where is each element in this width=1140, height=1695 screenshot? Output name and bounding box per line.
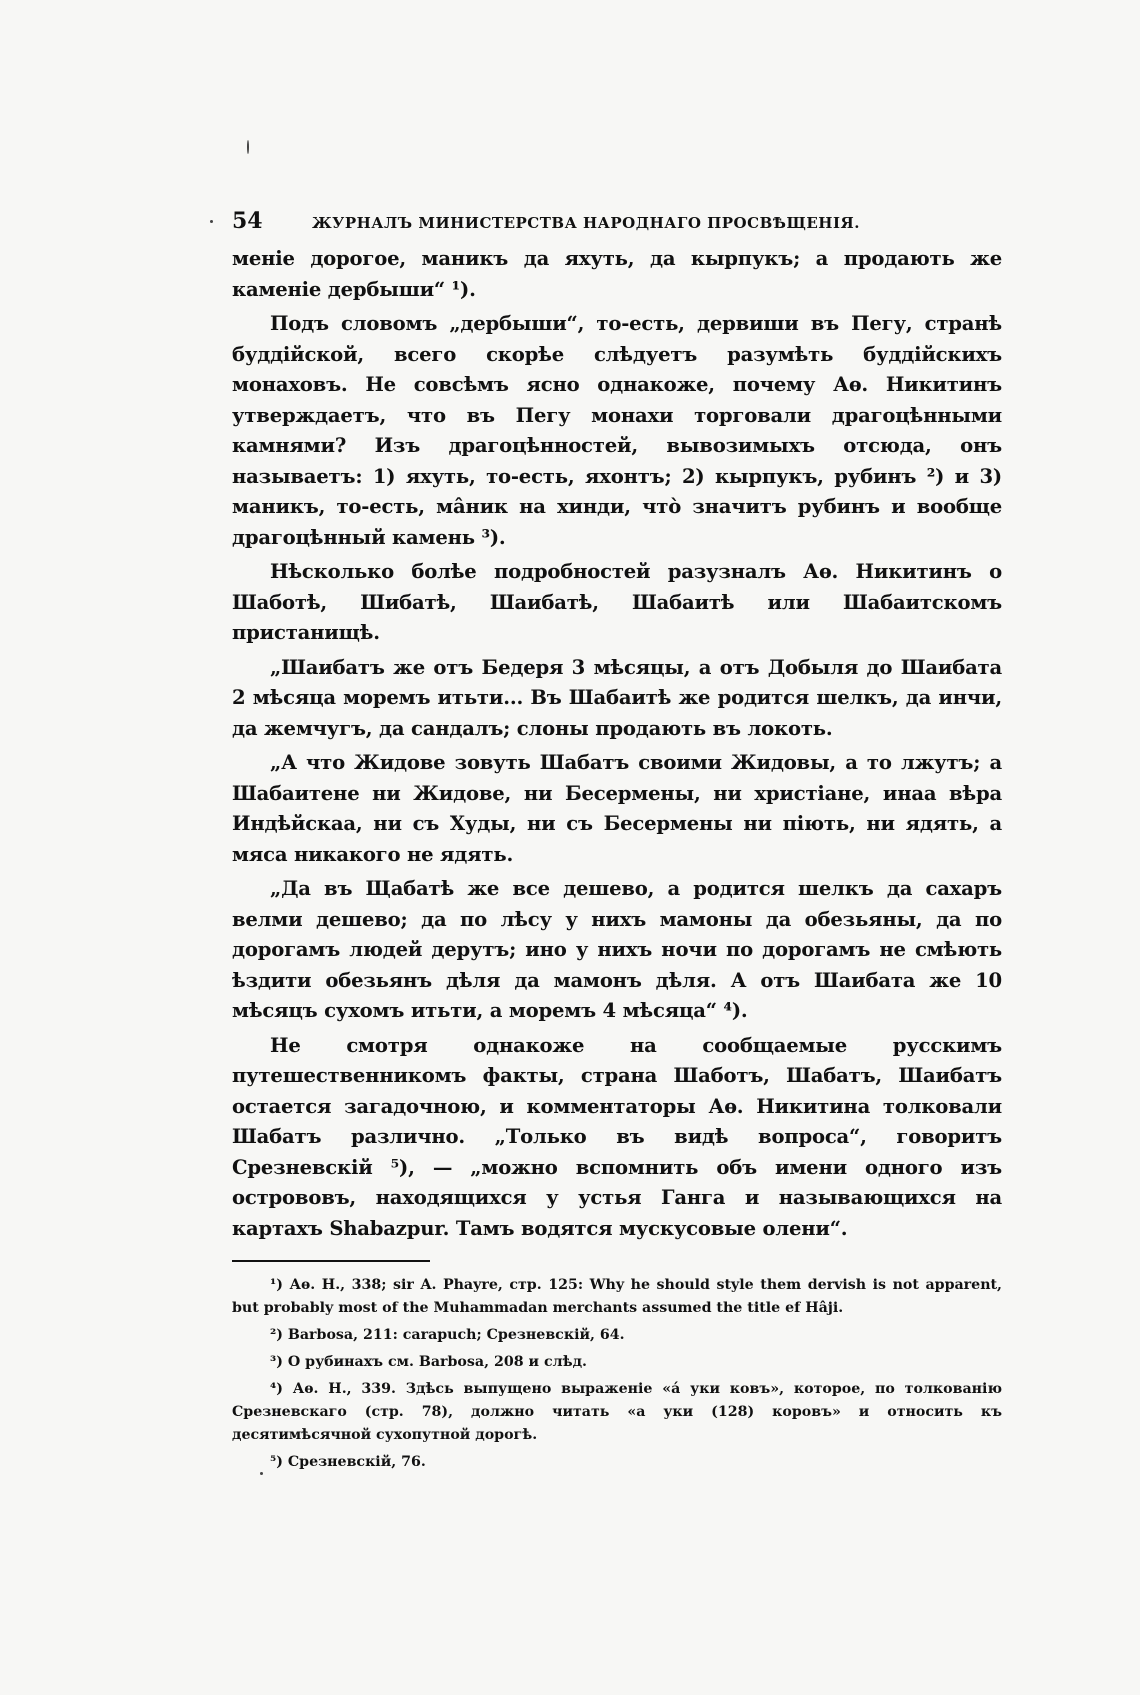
quotation-paragraph: „Да въ Щабатѣ же все дешево, а родится шелкъ да сахаръ велми дешево; да по лѣсу у нихъ мамоны да обезьяны, да по дорогамъ людей дерутъ; ино у нихъ ночи по дорогамъ не смѣють ѣздити обезьянъ дѣля да мамонъ дѣля. А отъ Шаибата же 10 мѣсяцъ сухомъ итьти, а моремъ 4 мѣсяца“ ⁴). (232, 877, 1002, 1022)
paragraph: Подъ словомъ „дербыши“, то-есть, дервиши въ Пегу, странѣ буддійской, всего скорѣе слѣдуетъ разумѣть буддійскихъ монаховъ. Не совсѣмъ ясно однакоже, почему Аѳ. Никитинъ утверждаетъ, что въ Пегу монахи торговали драгоцѣнными камнями? Изъ драгоцѣнностей, вывозимыхъ отсюда, онъ называетъ: 1) яхуть, то-есть, яхонтъ; 2) кырпукъ, рубинъ ²) и 3) маникъ, то-есть, мâник на хинди, что̀ значитъ рубинъ и вообще драгоцѣнный камень ³). (232, 312, 1002, 549)
footnote: ³) О рубинахъ см. Barbosa, 208 и слѣд. (270, 1354, 587, 1370)
scan-speck (247, 140, 249, 154)
footnote: ⁴) Аѳ. Н., 339. Здѣсь выпущено выраженіе «á уки ковъ», которое, по толкованію Срезневскаго (стр. 78), должно читать «а уки (128) коровъ» и относить къ десятимѣсячной сухопутной дорогѣ. (232, 1381, 1002, 1443)
quotation-paragraph: „А что Жидове зовуть Шабатъ своими Жидовы, а то лжутъ; а Шабаитене ни Жидове, ни Бесермены, ни христіане, инаа вѣра Индѣйскаа, ни съ Худы, ни съ Бесермены ни піють, ни ядять, а мяса никакого не ядять. (232, 751, 1002, 866)
running-title: ЖУРНАЛЪ МИНИСТЕРСТВА НАРОДНАГО ПРОСВѢЩЕНІЯ. (312, 214, 860, 232)
footnote: ⁵) Срезневскій, 76. (270, 1454, 426, 1470)
page-header (232, 208, 1002, 244)
footnote-divider (232, 1260, 430, 1262)
footnote: ¹) Аѳ. Н., 338; sir A. Phayre, стр. 125: Why he should style them dervish is not apparent, but probably most of the Muhammadan merchants assumed the title ef Hâji. (232, 1277, 1002, 1316)
scan-speck (210, 220, 213, 223)
body-text (232, 244, 1002, 1244)
paragraph: Не смотря однакоже на сообщаемые русскимъ путешественникомъ факты, страна Шаботъ, Шабатъ, Шаибатъ остается загадочною, и комментаторы Аѳ. Никитина толковали Шабатъ различно. „Только въ видѣ вопроса“, говоритъ Срезневскій ⁵), — „можно вспомнить объ имени одного изъ острововъ, находящихся у устья Ганга и называющихся на картахъ Shabazpur. Тамъ водятся мускусовые олени“. (232, 1033, 1002, 1240)
paragraph: Нѣсколько болѣе подробностей разузналъ Аѳ. Никитинъ о Шаботѣ, Шибатѣ, Шаибатѣ, Шабаитѣ или Шабаитскомъ пристанищѣ. (232, 560, 1002, 644)
document-page (232, 208, 1002, 1474)
paragraph: меніе дорогое, маникъ да яхуть, да кырпукъ; а продають же каменіе дербыши“ ¹). (232, 247, 1002, 301)
page-number: 54 (232, 208, 263, 234)
footnotes (232, 1274, 1002, 1474)
footnote: ²) Barbosa, 211: carapuch; Срезневскій, 64. (270, 1327, 625, 1343)
quotation-paragraph: „Шаибатъ же отъ Бедеря 3 мѣсяцы, а отъ Добыля до Шаибата 2 мѣсяца моремъ итьти... Въ Шабаитѣ же родится шелкъ, да инчи, да жемчугъ, да сандалъ; слоны продають въ локоть. (232, 655, 1002, 740)
